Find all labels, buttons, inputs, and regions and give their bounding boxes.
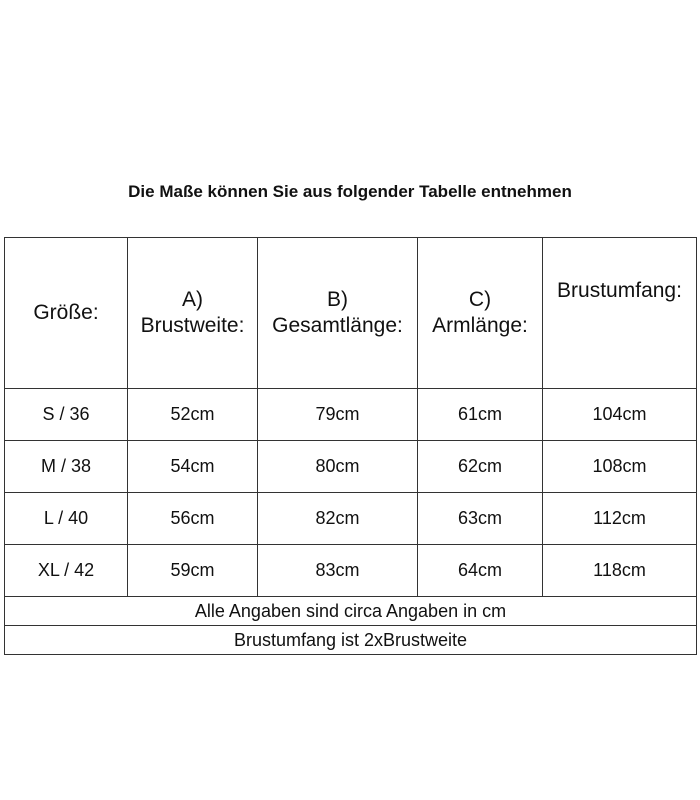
header-total-length-label: Gesamtlänge:	[272, 314, 403, 337]
cell-chest-circumference: 118cm	[543, 545, 697, 597]
cell-total-length: 79cm	[258, 389, 418, 441]
header-size-label: Größe:	[33, 301, 99, 324]
cell-size: L / 40	[5, 493, 128, 545]
cell-arm-length: 62cm	[418, 441, 543, 493]
header-total-length	[258, 238, 418, 389]
header-size	[5, 238, 128, 389]
cell-size: XL / 42	[5, 545, 128, 597]
cell-chest-width: 54cm	[128, 441, 258, 493]
header-chest-width-letter: A)	[182, 288, 203, 311]
header-arm-length-label: Armlänge:	[432, 314, 528, 337]
cell-total-length: 80cm	[258, 441, 418, 493]
cell-chest-width: 59cm	[128, 545, 258, 597]
table-note-row	[5, 597, 697, 626]
table-row	[5, 545, 697, 597]
cell-size: S / 36	[5, 389, 128, 441]
header-arm-length	[418, 238, 543, 389]
header-chest-circumference	[543, 238, 697, 389]
cell-total-length: 82cm	[258, 493, 418, 545]
note-approximate: Alle Angaben sind circa Angaben in cm	[5, 597, 697, 626]
table-row	[5, 389, 697, 441]
header-chest-width-label: Brustweite:	[140, 314, 245, 337]
header-chest-circumference-label: Brustumfang:	[557, 279, 682, 302]
cell-size: M / 38	[5, 441, 128, 493]
cell-total-length: 83cm	[258, 545, 418, 597]
note-chest-circumference: Brustumfang ist 2xBrustweite	[5, 626, 697, 655]
cell-chest-circumference: 108cm	[543, 441, 697, 493]
table-row	[5, 493, 697, 545]
cell-chest-circumference: 104cm	[543, 389, 697, 441]
cell-arm-length: 64cm	[418, 545, 543, 597]
header-arm-length-letter: C)	[468, 288, 492, 311]
size-table	[4, 237, 697, 655]
table-header-row	[5, 238, 697, 389]
table-row	[5, 441, 697, 493]
cell-chest-width: 52cm	[128, 389, 258, 441]
cell-arm-length: 63cm	[418, 493, 543, 545]
page-title: Die Maße können Sie aus folgender Tabelle entnehmen	[128, 182, 572, 201]
cell-chest-width: 56cm	[128, 493, 258, 545]
header-total-length-letter: B)	[327, 288, 348, 311]
table-note-row	[5, 626, 697, 655]
cell-chest-circumference: 112cm	[543, 493, 697, 545]
header-chest-width	[128, 238, 258, 389]
cell-arm-length: 61cm	[418, 389, 543, 441]
